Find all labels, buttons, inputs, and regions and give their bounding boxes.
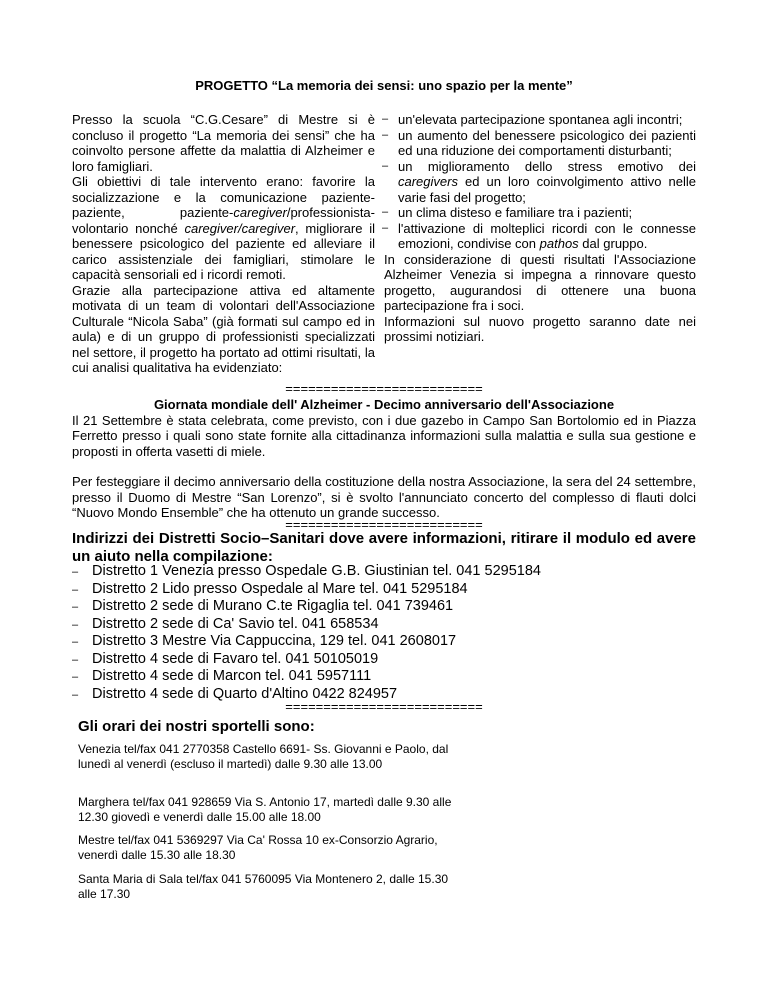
distretto-item: – Distretto 3 Mestre Via Cappuccina, 129 tel. 041 2608017 [72,633,696,651]
giornata-paragraph-1: Il 21 Settembre è stata celebrata, come previsto, con i due gazebo in Campo San Bortolomio ed in Piazza Ferretto presso i quali sono state fornite alla cittadinanza informazioni sulla malattia e sulla sua gestione e proposti in offerta vasetti di miele. [72,412,696,459]
objectives-text-d: caregiver/caregiver [184,220,296,236]
giornata-paragraph-2: Per festeggiare il decimo anniversario della costituzione della nostra Associazione, la sera del 24 settembre, presso il Duomo di Mestre “San Lorenzo”, si è svolto l'annunciato concerto del complesso di flauti dolci “Nuovo Mondo Ensemble” che ha ottenuto un grande successo. [72,474,696,520]
results-item-text: un miglioramento dello stress emotivo dei [398,158,696,174]
distretto-item: – Distretto 4 sede di Quarto d'Altino 0422 824957 [72,686,696,704]
objectives-paragraph [72,174,375,283]
sportello-santa-maria: Santa Maria di Sala tel/fax 041 5760095 Via Montenero 2, dalle 15.30 alle 17.30 [78,872,449,901]
giornata-section [72,397,696,521]
sportello-marghera: Marghera tel/fax 041 928659 Via S. Antonio 17, martedì dalle 9.30 alle 12.30 giovedì e venerdì dalle 15.00 alle 18.00 [78,795,452,824]
distretto-item: – Distretto 4 sede di Marcon tel. 041 5957111 [72,668,696,686]
separator-line: ========================== [285,699,483,714]
objectives-text-a: Gli obiettivi di tale intervento erano: favorire la socializzazione e la comunicazione paziente-paziente, paziente- [72,174,375,220]
results-list-item: – un clima disteso e familiare tra i pazienti; [384,205,696,221]
distretti-heading: Indirizzi dei Distretti Socio–Sanitari dove avere informazioni, ritirare il modulo ed avere un aiuto nella compilazione: [72,530,696,565]
sportelli-heading: Gli orari dei nostri sportelli sono: [78,718,315,735]
distretto-item: – Distretto 1 Venezia presso Ospedale G.B. Giustinian tel. 041 5295184 [72,563,696,581]
results-list-item: – un aumento del benessere psicologico dei pazienti ed una riduzione dei comportamenti disturbanti; [384,128,696,159]
results-item-emphasis: pathos [539,236,579,251]
results-paragraph: Grazie alla partecipazione attiva ed altamente motivata di un team di volontari dell'Associazione Culturale “Nicola Saba” (già formati sul campo ed in aula) e di un gruppo di professionisti specializzati nel settore, il progetto ha portato ad ottimi risultati, la cui analisi qualitativa ha evidenziato: [72,282,375,375]
commitment-paragraph: In considerazione di questi risultati l'Associazione Alzheimer Venezia si impegna a rinnovare questo progetto, augurandosi di ottenere una buona partecipazione fra i soci. [384,251,696,313]
separator-line: ========================== [285,517,483,532]
separator-line: ========================== [285,381,483,396]
results-list-item [384,159,696,206]
results-item-text: dal gruppo. [578,236,648,251]
results-list-item [384,221,696,252]
distretto-item: – Distretto 2 sede di Ca' Savio tel. 041 658534 [72,616,696,634]
objectives-text-c: /professionista-volontario nonché [72,205,375,236]
giornata-heading: Giornata mondiale dell' Alzheimer - Decimo anniversario dell'Associazione [153,397,615,412]
objectives-text-b: caregiver [233,205,287,220]
sportello-venezia: Venezia tel/fax 041 2770358 Castello 6691- Ss. Giovanni e Paolo, dal lunedì al venerdì (escluso il martedì) dalle 9.30 alle 13.00 [78,742,449,771]
results-list [384,112,696,252]
sportello-mestre: Mestre tel/fax 041 5369297 Via Ca' Rossa 10 ex-Consorzio Agrario, venerdì dalle 15.30 alle 18.30 [78,833,438,862]
right-column [384,112,696,345]
project-title: PROGETTO “La memoria dei sensi: uno spazio per la mente” [195,78,573,93]
objectives-text-e: , migliorare il benessere psicologico del paziente ed alleviare il carico assistenziale dei famigliari, stimolare le capacità sensoriali ed i ricordi remoti. [72,220,375,282]
results-list-item: – un'elevata partecipazione spontanea agli incontri; [384,112,696,128]
results-item-text: l'attivazione di molteplici ricordi con le connesse emozioni, condivise con [398,220,696,251]
intro-paragraph: Presso la scuola “C.G.Cesare” di Mestre si è concluso il progetto “La memoria dei sensi” che ha coinvolto persone affette da malattia di Alzheimer e loro famigliari. [72,112,375,174]
results-item-emphasis: caregivers [398,174,458,189]
results-item-text: ed un loro coinvolgimento attivo nelle varie fasi del progetto; [398,174,696,205]
distretto-item: – Distretto 2 Lido presso Ospedale al Mare tel. 041 5295184 [72,581,696,599]
distretti-list [72,563,696,703]
info-paragraph: Informazioni sul nuovo progetto saranno date nei prossimi notiziari. [384,313,696,344]
distretto-item: – Distretto 4 sede di Favaro tel. 041 50105019 [72,651,696,669]
left-column [72,112,375,376]
distretto-item: – Distretto 2 sede di Murano C.te Rigaglia tel. 041 739461 [72,598,696,616]
